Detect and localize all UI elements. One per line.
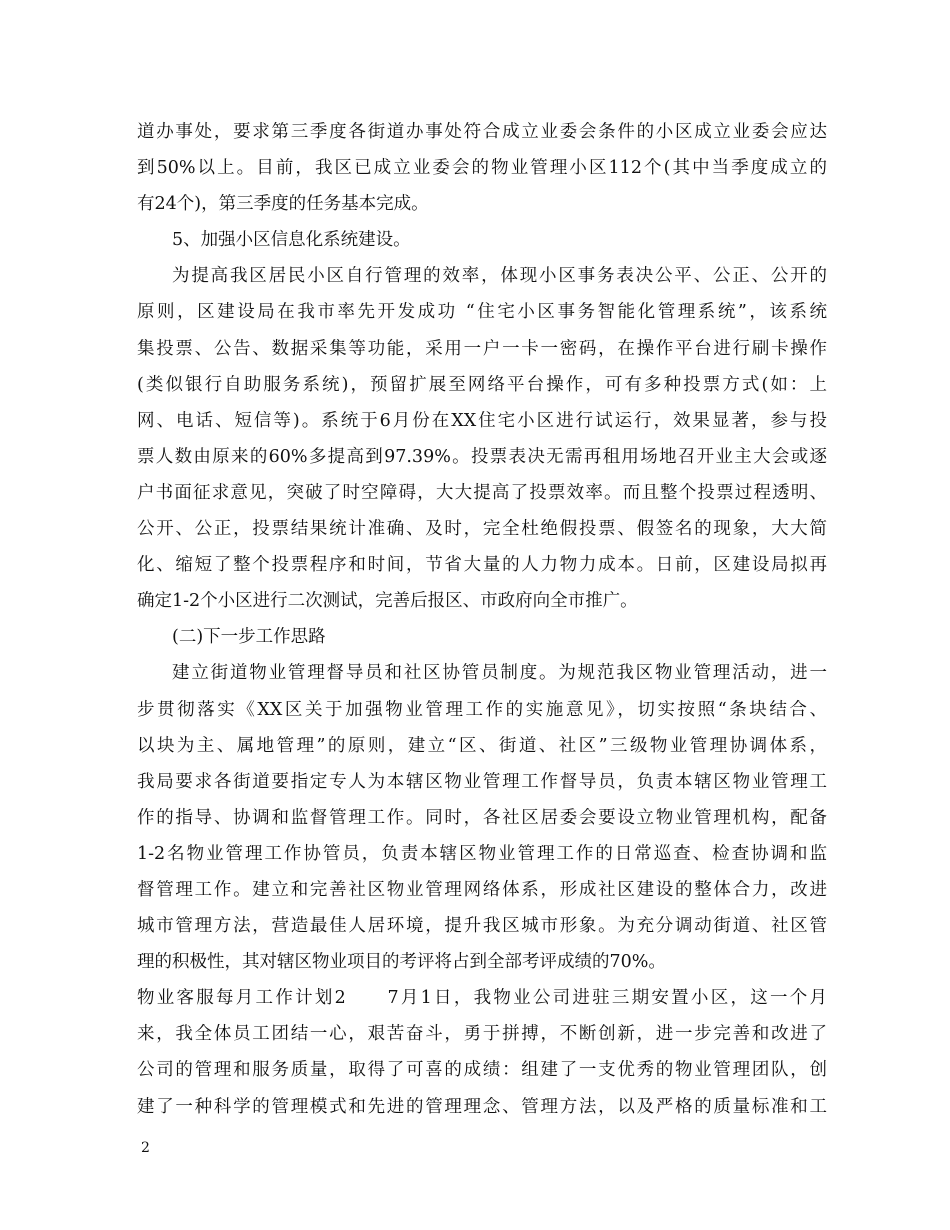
text-line: (类似银行自助服务系统)，预留扩展至网络平台操作，可有多种投票方式(如：上 bbox=[137, 374, 827, 395]
text-line: 公司的管理和服务质量，取得了可喜的成绩：组建了一支优秀的物业管理团队，创 bbox=[137, 1060, 827, 1081]
text-line: 物业客服每月工作计划2 7月1日，我物业公司进驻三期安置小区，这一个月 bbox=[137, 988, 827, 1009]
text-line: 以块为主、属地管理”的原则，建立“区、街道、社区”三级物业管理协调体系， bbox=[137, 735, 827, 756]
text-line: 化、缩短了整个投票程序和时间，节省大量的人力物力成本。日前，区建设局拟再 bbox=[137, 555, 827, 576]
text-line: 城市管理方法，营造最佳人居环境，提升我区城市形象。为充分调动街道、社区管 bbox=[137, 916, 827, 937]
text-line: 户书面征求意见，突破了时空障碍，大大提高了投票效率。而且整个投票过程透明、 bbox=[137, 482, 827, 503]
text-line: 建了一种科学的管理模式和先进的管理理念、管理方法，以及严格的质量标准和工 bbox=[137, 1096, 827, 1117]
text-line: 步贯彻落实《XX区关于加强物业管理工作的实施意见》，切实按照“条块结合、 bbox=[137, 699, 827, 720]
text-line: 督管理工作。建立和完善社区物业管理网络体系，形成社区建设的整体合力，改进 bbox=[137, 879, 827, 900]
text-line: 票人数由原来的60%多提高到97.39%。投票表决无需再租用场地召开业主大会或逐 bbox=[137, 446, 827, 467]
text-line: 建立街道物业管理督导员和社区协管员制度。为规范我区物业管理活动，进一 bbox=[172, 663, 827, 684]
text-line: 原则，区建设局在我市率先开发成功 “住宅小区事务智能化管理系统”，该系统 bbox=[137, 302, 827, 323]
text-line: 确定1-2个小区进行二次测试，完善后报区、市政府向全市推广。 bbox=[137, 591, 638, 612]
text-line: 为提高我区居民小区自行管理的效率，体现小区事务表决公平、公正、公开的 bbox=[172, 266, 827, 287]
text-line: 我局要求各街道要指定专人为本辖区物业管理工作督导员，负责本辖区物业管理工 bbox=[137, 771, 827, 792]
text-line: 理的积极性，其对辖区物业项目的考评将占到全部考评成绩的70%。 bbox=[137, 952, 666, 973]
text-line: 来，我全体员工团结一心，艰苦奋斗，勇于拼搏，不断创新，进一步完善和改进了 bbox=[137, 1024, 827, 1045]
text-line: 道办事处，要求第三季度各街道办事处符合成立业委会条件的小区成立业委会应达 bbox=[137, 122, 827, 142]
text-line: 有24个)，第三季度的任务基本完成。 bbox=[137, 194, 429, 215]
text-line: 公开、公正，投票结果统计准确、及时，完全杜绝假投票、假签名的现象，大大简 bbox=[137, 519, 827, 540]
section-heading: 5、加强小区信息化系统建设。 bbox=[172, 230, 411, 251]
section-heading: (二)下一步工作思路 bbox=[172, 627, 326, 648]
page-number: 2 bbox=[141, 1140, 150, 1156]
body-text bbox=[137, 114, 827, 1125]
text-line: 1-2名物业管理工作协管员，负责本辖区物业管理工作的日常巡查、检查协调和监 bbox=[137, 843, 827, 864]
text-line: 集投票、公告、数据采集等功能，采用一户一卡一密码，在操作平台进行刷卡操作 bbox=[137, 338, 827, 359]
text-line: 网、电话、短信等)。系统于6月份在XX住宅小区进行试运行，效果显著，参与投 bbox=[137, 410, 827, 431]
text-line: 到50%以上。目前，我区已成立业委会的物业管理小区112个(其中当季度成立的 bbox=[137, 158, 827, 179]
text-line: 作的指导、协调和监督管理工作。同时，各社区居委会要设立物业管理机构，配备 bbox=[137, 807, 827, 828]
